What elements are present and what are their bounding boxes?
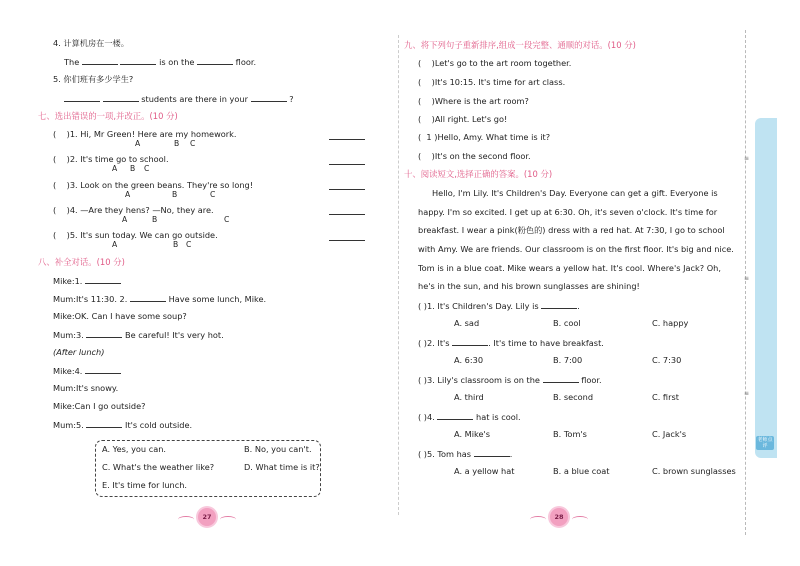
- vine-right-icon: [572, 516, 588, 523]
- sec7-4-sub-c: C: [224, 215, 230, 224]
- question-3-blank[interactable]: [543, 374, 579, 383]
- sec9-item-2: ( )It's 10:15. It's time for art class.: [418, 77, 566, 87]
- sec9-item-1: ( )Let's go to the art room together.: [418, 58, 572, 68]
- question-4-blank[interactable]: [437, 411, 473, 420]
- dialog-line-6: Mum:It's snowy.: [53, 383, 119, 393]
- question-2: ( )2. It's . It's time to have breakfast.: [418, 338, 604, 348]
- q2-option-b[interactable]: B. 7:00: [553, 355, 583, 365]
- sec7-2-answer-line[interactable]: [329, 164, 365, 165]
- dialog-blank-4[interactable]: [85, 365, 121, 374]
- question-4: ( )4. hat is cool.: [418, 412, 521, 422]
- dialog-line-3: Mike:OK. Can I have some soup?: [53, 311, 187, 321]
- option-b: B. No, you can't.: [244, 444, 312, 454]
- question-5-blank[interactable]: [474, 448, 510, 457]
- section-10-title: 十、阅读短文,选择正确的答案。(10 分): [404, 169, 553, 179]
- option-a: A. Yes, you can.: [102, 444, 167, 454]
- left-page: [0, 0, 395, 566]
- sec7-2-sub-c: C: [144, 164, 150, 173]
- page-divider: [398, 35, 399, 515]
- sec7-item-5: ( )5. It's sun today. We can go outside.: [53, 230, 218, 240]
- option-d: D. What time is it?: [244, 462, 320, 472]
- q4-option-a[interactable]: A. Mike's: [454, 429, 491, 439]
- teacher-comment-tab: 老师点评: [757, 437, 773, 449]
- q4-prompt: 4. 计算机房在一楼。: [53, 38, 129, 48]
- q4-blank-2[interactable]: [120, 56, 156, 65]
- q1-option-a[interactable]: A. sad: [454, 318, 480, 328]
- sec7-4-answer-line[interactable]: [329, 214, 365, 215]
- dialog-blank-5[interactable]: [86, 419, 122, 428]
- dialog-line-7: Mike:Can I go outside?: [53, 401, 146, 411]
- sec7-1-answer-line[interactable]: [329, 139, 365, 140]
- q2-option-c[interactable]: C. 7:30: [652, 355, 682, 365]
- question-1-blank[interactable]: [541, 300, 577, 309]
- side-tab: [755, 118, 777, 458]
- question-2-blank[interactable]: [452, 337, 488, 346]
- dialog-line-4: Mum:3. Be careful! It's very hot.: [53, 330, 224, 340]
- sec7-3-answer-line[interactable]: [329, 189, 365, 190]
- sec7-5-sub-a: A: [112, 240, 118, 249]
- sec7-4-sub-b: B: [152, 215, 158, 224]
- dialog-line-2: Mum:It's 11:30. 2. Have some lunch, Mike.: [53, 294, 267, 304]
- sec7-3-sub-c: C: [210, 190, 216, 199]
- passage-line-3: breakfast. I wear a pink(粉色的) dress with a red hat. At 7:30, I go to school: [418, 225, 725, 235]
- section-7-title: 七、选出错误的一项,并改正。(10 分): [38, 111, 178, 121]
- q3-option-a[interactable]: A. third: [454, 392, 484, 402]
- scissor-mark-icon: ≡: [744, 275, 750, 282]
- sec7-1-sub-c: C: [190, 139, 196, 148]
- flower-icon: 27: [198, 508, 216, 526]
- scissor-mark-icon: ≡: [744, 390, 750, 397]
- dialog-blank-3[interactable]: [86, 329, 122, 338]
- option-c: C. What's the weather like?: [102, 462, 215, 472]
- sec7-5-answer-line[interactable]: [329, 240, 365, 241]
- dialog-line-5: Mike:4.: [53, 365, 121, 377]
- q1-option-c[interactable]: C. happy: [652, 318, 689, 328]
- passage-line-4: with Amy. We are friends. Our classroom is on the first floor. It's big and nice.: [418, 244, 734, 254]
- q4-option-b[interactable]: B. Tom's: [553, 429, 587, 439]
- section-8-title: 八、补全对话。(10 分): [38, 257, 125, 267]
- page-number-right: [530, 508, 590, 528]
- q5-blank-2[interactable]: [103, 93, 139, 102]
- q5-sentence: students are there in your ?: [64, 93, 294, 105]
- dialog-line-8: Mum:5. It's cold outside.: [53, 420, 193, 430]
- q3-option-c[interactable]: C. first: [652, 392, 679, 402]
- q4-blank-1[interactable]: [82, 56, 118, 65]
- dialog-after-lunch: (After lunch): [53, 347, 105, 357]
- q5-option-b[interactable]: B. a blue coat: [553, 466, 610, 476]
- question-1: ( )1. It's Children's Day. Lily is .: [418, 301, 580, 311]
- vine-left-icon: [530, 516, 546, 523]
- q5-prompt: 5. 你们班有多少学生?: [53, 74, 134, 84]
- sec7-item-2: ( )2. It's time go to school.: [53, 154, 169, 164]
- right-page: [400, 0, 755, 566]
- sec7-1-sub-b: B: [174, 139, 180, 148]
- sec7-3-sub-a: A: [125, 190, 131, 199]
- passage-line-1: Hello, I'm Lily. It's Children's Day. Everyone can get a gift. Everyone is: [432, 188, 718, 198]
- option-e: E. It's time for lunch.: [102, 480, 188, 490]
- sec9-item-6: ( )It's on the second floor.: [418, 151, 531, 161]
- sec7-item-3: ( )3. Look on the green beans. They're so long!: [53, 180, 253, 190]
- sec7-item-1: ( )1. Hi, Mr Green! Here are my homework.: [53, 129, 237, 139]
- q5-option-a[interactable]: A. a yellow hat: [454, 466, 515, 476]
- section-9-title: 九、将下列句子重新排序,组成一段完整、通顺的对话。(10 分): [404, 40, 636, 50]
- question-3: ( )3. Lily's classroom is on the floor.: [418, 375, 602, 385]
- passage-line-2: happy. I'm so excited. I get up at 6:30. Oh, it's seven o'clock. It's time for: [418, 207, 718, 217]
- flower-icon: 28: [550, 508, 568, 526]
- sec7-5-sub-c: C: [186, 240, 192, 249]
- dialog-blank-1[interactable]: [85, 275, 121, 284]
- answer-mark: 1: [426, 132, 432, 142]
- sec9-item-5: ( 1 )Hello, Amy. What time is it?: [418, 132, 551, 142]
- q5-blank-1[interactable]: [64, 93, 100, 102]
- question-5: ( )5. Tom has .: [418, 449, 513, 459]
- scissor-mark-icon: ≡: [744, 155, 750, 162]
- passage-line-5: Tom is in a blue coat. Mike wears a yellow hat. It's cool. Where's Jack? Oh,: [418, 263, 721, 273]
- sec7-4-sub-a: A: [122, 215, 128, 224]
- q4-blank-3[interactable]: [197, 56, 233, 65]
- q1-option-b[interactable]: B. cool: [553, 318, 581, 328]
- sec7-1-sub-a: A: [135, 139, 141, 148]
- q4-sentence: The is on the floor.: [64, 57, 257, 67]
- q3-option-b[interactable]: B. second: [553, 392, 594, 402]
- sec9-item-3: ( )Where is the art room?: [418, 96, 529, 106]
- passage-line-6: he's in the sun, and his brown sunglasses are shining!: [418, 281, 640, 291]
- sec7-2-sub-b: B: [130, 164, 136, 173]
- dialog-blank-2[interactable]: [130, 293, 166, 302]
- q5-option-c[interactable]: C. brown sunglasses: [652, 466, 736, 476]
- q2-option-a[interactable]: A. 6:30: [454, 355, 484, 365]
- sec9-item-4: ( )All right. Let's go!: [418, 114, 508, 124]
- vine-right-icon: [220, 516, 236, 523]
- q5-blank-3[interactable]: [251, 93, 287, 102]
- page-number-left: [178, 508, 238, 528]
- sec7-3-sub-b: B: [172, 190, 178, 199]
- sec7-item-4: ( )4. —Are they hens? —No, they are.: [53, 205, 214, 215]
- sec7-2-sub-a: A: [112, 164, 118, 173]
- dialog-line-1: Mike:1.: [53, 275, 121, 287]
- q4-option-c[interactable]: C. Jack's: [652, 429, 687, 439]
- sec7-5-sub-b: B: [173, 240, 179, 249]
- vine-left-icon: [178, 516, 194, 523]
